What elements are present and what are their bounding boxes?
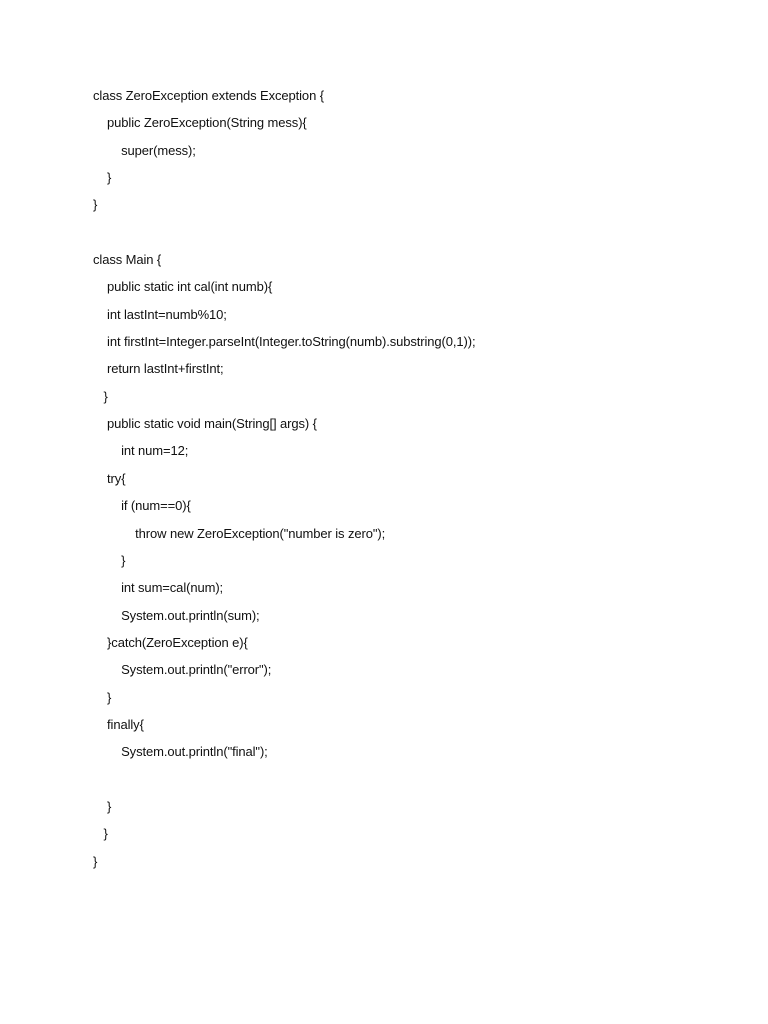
code-line: super(mess);	[93, 142, 196, 158]
code-line: System.out.println(sum);	[93, 607, 260, 623]
code-line	[93, 222, 476, 249]
code-line: }	[93, 388, 108, 404]
code-line: System.out.println("final");	[93, 744, 268, 760]
code-line: }	[93, 197, 98, 213]
code-line: }	[93, 826, 108, 842]
code-line: }	[93, 798, 112, 814]
code-block	[93, 85, 476, 878]
code-line	[93, 769, 476, 796]
code-line: finally{	[93, 716, 144, 732]
code-line: }catch(ZeroException e){	[93, 634, 248, 650]
code-line: }	[93, 552, 126, 568]
code-line: int firstInt=Integer.parseInt(Integer.toString(numb).substring(0,1));	[93, 334, 476, 350]
code-line: public static void main(String[] args) {	[93, 416, 317, 432]
code-line: class ZeroException extends Exception {	[93, 88, 324, 103]
code-line: public static int cal(int numb){	[93, 279, 273, 295]
code-line: System.out.println("error");	[93, 662, 272, 678]
code-line: int lastInt=numb%10;	[93, 306, 227, 322]
code-line: try{	[93, 470, 126, 486]
code-line: int sum=cal(num);	[93, 580, 224, 596]
code-line: public ZeroException(String mess){	[93, 115, 307, 131]
code-line: int num=12;	[93, 443, 189, 459]
code-line: }	[93, 853, 98, 869]
code-line: throw new ZeroException("number is zero");	[93, 525, 386, 541]
code-line: return lastInt+firstInt;	[93, 361, 224, 377]
code-line: class Main {	[93, 252, 162, 268]
code-line: }	[93, 689, 112, 705]
code-line: }	[93, 170, 112, 186]
code-line: if (num==0){	[93, 498, 191, 514]
